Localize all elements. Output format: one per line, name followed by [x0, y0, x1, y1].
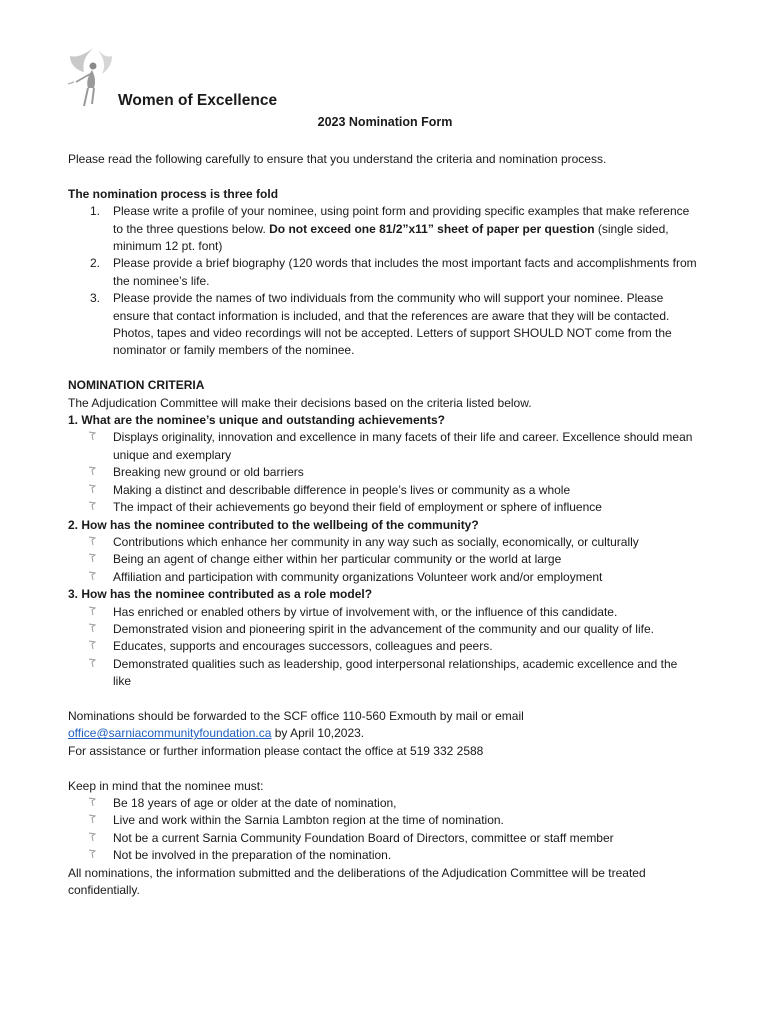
confidentiality-note: All nominations, the information submitted and the deliberations of the Adjudication Committee will be treated confidentially.	[68, 865, 646, 897]
process-steps	[68, 203, 698, 360]
step-number: 2.	[90, 256, 101, 271]
criteria-item: The impact of their achievements go beyond their field of employment or sphere of influence	[68, 499, 698, 516]
form-body	[68, 151, 698, 899]
step-text-emphasis: Do not exceed one 81/2”x11” sheet of paper per question	[269, 221, 595, 236]
hand-pointer-bullet-icon	[88, 501, 96, 511]
hand-pointer-bullet-icon	[88, 658, 96, 668]
step-text-note: (single sided, minimum 12 pt. font)	[113, 221, 669, 254]
criteria-item: Making a distinct and describable difference in people’s lives or community as a whole	[68, 482, 698, 499]
criteria-list	[68, 604, 698, 691]
intro-text: Please read the following carefully to ensure that you understand the criteria and nomination process.	[68, 152, 607, 166]
criteria-item: Affiliation and participation with community organizations Volunteer work and/or employment	[68, 569, 698, 586]
contact-info: For assistance or further information please contact the office at 519 332 2588	[68, 743, 484, 758]
deadline-text: by April 10,2023.	[271, 726, 365, 741]
criteria-item: Demonstrated vision and pioneering spirit in the advancement of the community and our quality of life.	[68, 621, 698, 638]
criteria-list	[68, 534, 698, 586]
criteria-question: 1. What are the nominee’s unique and outstanding achievements?	[68, 413, 445, 428]
hand-pointer-bullet-icon	[88, 640, 96, 650]
criteria-question: 2. How has the nominee contributed to the wellbeing of the community?	[68, 517, 479, 532]
process-step	[68, 203, 698, 255]
eligibility-list	[68, 795, 698, 865]
hand-pointer-bullet-icon	[88, 431, 96, 441]
eligibility-item: Not be a current Sarnia Community Foundation Board of Directors, committee or staff member	[68, 830, 698, 847]
hand-pointer-bullet-icon	[88, 571, 96, 581]
criteria-item: Contributions which enhance her community in any way such as socially, economically, or culturally	[68, 534, 698, 551]
criteria-item: Educates, supports and encourages successors, colleagues and peers.	[68, 638, 698, 655]
hand-pointer-bullet-icon	[88, 849, 96, 859]
email-link[interactable]: office@sarniacommunityfoundation.ca	[68, 726, 272, 741]
fairy-figure-icon	[64, 44, 116, 110]
criteria-list	[68, 429, 698, 516]
criteria-item: Demonstrated qualities such as leadership, good interpersonal relationships, academic excellence and the like	[68, 656, 698, 691]
step-text: Please write a profile of your nominee, using point form and providing specific examples that make reference to the three questions below.	[113, 204, 690, 236]
criteria-item: Breaking new ground or old barriers	[68, 464, 698, 481]
hand-pointer-bullet-icon	[88, 832, 96, 842]
criteria-question: 3. How has the nominee contributed as a role model?	[68, 587, 373, 602]
eligibility-item: Live and work within the Sarnia Lambton region at the time of nomination.	[68, 812, 698, 829]
hand-pointer-bullet-icon	[88, 606, 96, 616]
step-number: 1.	[90, 204, 101, 219]
process-step	[68, 290, 698, 360]
process-step	[68, 255, 698, 290]
hand-pointer-bullet-icon	[88, 797, 96, 807]
submission-instructions: Nominations should be forwarded to the SCF office 110-560 Exmouth by mail or email	[68, 708, 524, 723]
submission-email-line	[68, 725, 698, 742]
process-heading: The nomination process is three fold	[68, 186, 279, 201]
form-title: 2023 Nomination Form	[317, 115, 453, 129]
step-text: Please provide the names of two individuals from the community who will support your nominee. Please ensure that contact information is included, and that the references are aware that they will be contacted. Photos, tapes and video recordings will not be accepted. Letters of support SHOULD NOT come from the nominator or family members of the nominee.	[113, 291, 672, 358]
org-title: Women of Excellence	[118, 92, 278, 109]
criteria-heading: NOMINATION CRITERIA	[68, 378, 205, 393]
hand-pointer-bullet-icon	[88, 623, 96, 633]
step-number: 3.	[90, 291, 101, 306]
criteria-item: Has enriched or enabled others by virtue of involvement with, or the influence of this candidate.	[68, 604, 698, 621]
eligibility-intro: Keep in mind that the nominee must:	[68, 778, 264, 793]
criteria-item: Displays originality, innovation and excellence in many facets of their life and career. Excellence should mean unique and exemplary	[68, 429, 698, 464]
hand-pointer-bullet-icon	[88, 484, 96, 494]
hand-pointer-bullet-icon	[88, 553, 96, 563]
criteria-item: Being an agent of change either within her particular community or the world at large	[68, 551, 698, 568]
criteria-intro: The Adjudication Committee will make their decisions based on the criteria listed below.	[68, 395, 532, 410]
hand-pointer-bullet-icon	[88, 536, 96, 546]
eligibility-item: Not be involved in the preparation of the nomination.	[68, 847, 698, 864]
hand-pointer-bullet-icon	[88, 814, 96, 824]
hand-pointer-bullet-icon	[88, 466, 96, 476]
step-text: Please provide a brief biography (120 words that includes the most important facts and accomplishments from the nominee’s life.	[113, 256, 697, 288]
eligibility-item: Be 18 years of age or older at the date of nomination,	[68, 795, 698, 812]
